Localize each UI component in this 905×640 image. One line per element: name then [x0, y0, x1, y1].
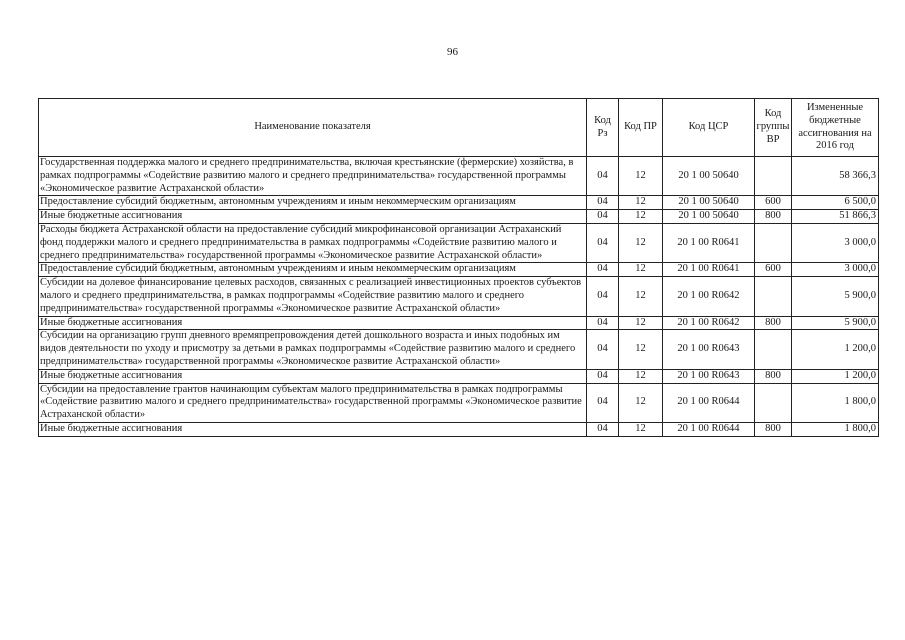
- row-amount: 5 900,0: [792, 277, 879, 316]
- row-amount: 1 800,0: [792, 383, 879, 422]
- row-vr: 800: [755, 210, 792, 224]
- row-vr: [755, 330, 792, 369]
- row-rz: 04: [587, 196, 619, 210]
- row-csr: 20 1 00 R0642: [663, 316, 755, 330]
- row-name: Расходы бюджета Астраханской области на предоставление субсидий микрофинансовой организации Астраханский фонд поддержки малого и среднего предпринимательства в рамках подпрограммы «Содействие развитию малого и среднего предпринимательства» государственной программы «Экономическое развитие Астраханской области»: [39, 223, 587, 262]
- table-row: [39, 316, 879, 330]
- row-vr: 800: [755, 369, 792, 383]
- row-name: Предоставление субсидий бюджетным, автономным учреждениям и иным некоммерческим организациям: [39, 263, 587, 277]
- row-pr: 12: [619, 157, 663, 196]
- row-vr: [755, 223, 792, 262]
- row-name: Иные бюджетные ассигнования: [39, 316, 587, 330]
- header-csr: Код ЦСР: [663, 99, 755, 157]
- row-pr: 12: [619, 210, 663, 224]
- header-name: Наименование показателя: [39, 99, 587, 157]
- row-pr: 12: [619, 277, 663, 316]
- row-vr: 800: [755, 422, 792, 436]
- row-csr: 20 1 00 50640: [663, 157, 755, 196]
- row-amount: 6 500,0: [792, 196, 879, 210]
- row-name: Иные бюджетные ассигнования: [39, 369, 587, 383]
- row-pr: 12: [619, 330, 663, 369]
- row-rz: 04: [587, 157, 619, 196]
- header-rz: Код Рз: [587, 99, 619, 157]
- header-vr: Код группы ВР: [755, 99, 792, 157]
- table-row: [39, 157, 879, 196]
- row-rz: 04: [587, 369, 619, 383]
- table-row: [39, 223, 879, 262]
- row-csr: 20 1 00 R0643: [663, 330, 755, 369]
- row-name: Субсидии на организацию групп дневного времяпрепровождения детей дошкольного возраста и иных подобных им видов деятельности по уходу и присмотру за детьми в рамках подпрограммы «Содействие развитию малого и среднего предпринимательства» государственной программы «Экономическое развитие Астраханской области»: [39, 330, 587, 369]
- row-name: Иные бюджетные ассигнования: [39, 210, 587, 224]
- row-pr: 12: [619, 196, 663, 210]
- row-name: Субсидии на долевое финансирование целевых расходов, связанных с реализацией инвестиционных проектов субъектов малого и среднего предпринимательства, в рамках подпрограммы «Содействие развитию малого и среднего предпринимательства» государственной программы «Экономическое развитие Астраханской области»: [39, 277, 587, 316]
- row-pr: 12: [619, 383, 663, 422]
- row-pr: 12: [619, 263, 663, 277]
- table-row: [39, 383, 879, 422]
- row-name: Субсидии на предоставление грантов начинающим субъектам малого предпринимательства в рамках подпрограммы «Содействие развитию малого и среднего предпринимательства» государственной программы «Экономическое развитие Астраханской области»: [39, 383, 587, 422]
- row-rz: 04: [587, 210, 619, 224]
- row-csr: 20 1 00 50640: [663, 210, 755, 224]
- row-vr: [755, 383, 792, 422]
- budget-table: [38, 98, 879, 437]
- row-amount: 1 200,0: [792, 330, 879, 369]
- row-vr: 800: [755, 316, 792, 330]
- row-amount: 3 000,0: [792, 263, 879, 277]
- row-rz: 04: [587, 223, 619, 262]
- row-csr: 20 1 00 50640: [663, 196, 755, 210]
- row-amount: 3 000,0: [792, 223, 879, 262]
- row-vr: [755, 277, 792, 316]
- table-row: [39, 196, 879, 210]
- row-rz: 04: [587, 316, 619, 330]
- header-pr: Код ПР: [619, 99, 663, 157]
- row-amount: 5 900,0: [792, 316, 879, 330]
- row-vr: [755, 157, 792, 196]
- row-pr: 12: [619, 223, 663, 262]
- table-row: [39, 330, 879, 369]
- header-amount: Измененные бюджетные ассигнования на 2016 год: [792, 99, 879, 157]
- row-name: Государственная поддержка малого и среднего предпринимательства, включая крестьянские (фермерские) хозяйства, в рамках подпрограммы «Содействие развитию малого и среднего предпринимательства» государственной программы «Экономическое развитие Астраханской области»: [39, 157, 587, 196]
- table-row: [39, 263, 879, 277]
- row-amount: 1 200,0: [792, 369, 879, 383]
- row-csr: 20 1 00 R0643: [663, 369, 755, 383]
- row-vr: 600: [755, 263, 792, 277]
- row-csr: 20 1 00 R0641: [663, 223, 755, 262]
- row-rz: 04: [587, 330, 619, 369]
- row-rz: 04: [587, 277, 619, 316]
- row-name: Иные бюджетные ассигнования: [39, 422, 587, 436]
- row-pr: 12: [619, 316, 663, 330]
- row-csr: 20 1 00 R0644: [663, 422, 755, 436]
- row-csr: 20 1 00 R0644: [663, 383, 755, 422]
- row-name: Предоставление субсидий бюджетным, автономным учреждениям и иным некоммерческим организациям: [39, 196, 587, 210]
- row-pr: 12: [619, 422, 663, 436]
- table-header-row: [39, 99, 879, 157]
- row-rz: 04: [587, 383, 619, 422]
- table-row: [39, 277, 879, 316]
- row-csr: 20 1 00 R0641: [663, 263, 755, 277]
- page-number: 96: [447, 46, 458, 58]
- row-pr: 12: [619, 369, 663, 383]
- table-row: [39, 422, 879, 436]
- row-rz: 04: [587, 422, 619, 436]
- row-amount: 58 366,3: [792, 157, 879, 196]
- table-row: [39, 210, 879, 224]
- row-amount: 51 866,3: [792, 210, 879, 224]
- row-amount: 1 800,0: [792, 422, 879, 436]
- row-rz: 04: [587, 263, 619, 277]
- table-row: [39, 369, 879, 383]
- row-csr: 20 1 00 R0642: [663, 277, 755, 316]
- row-vr: 600: [755, 196, 792, 210]
